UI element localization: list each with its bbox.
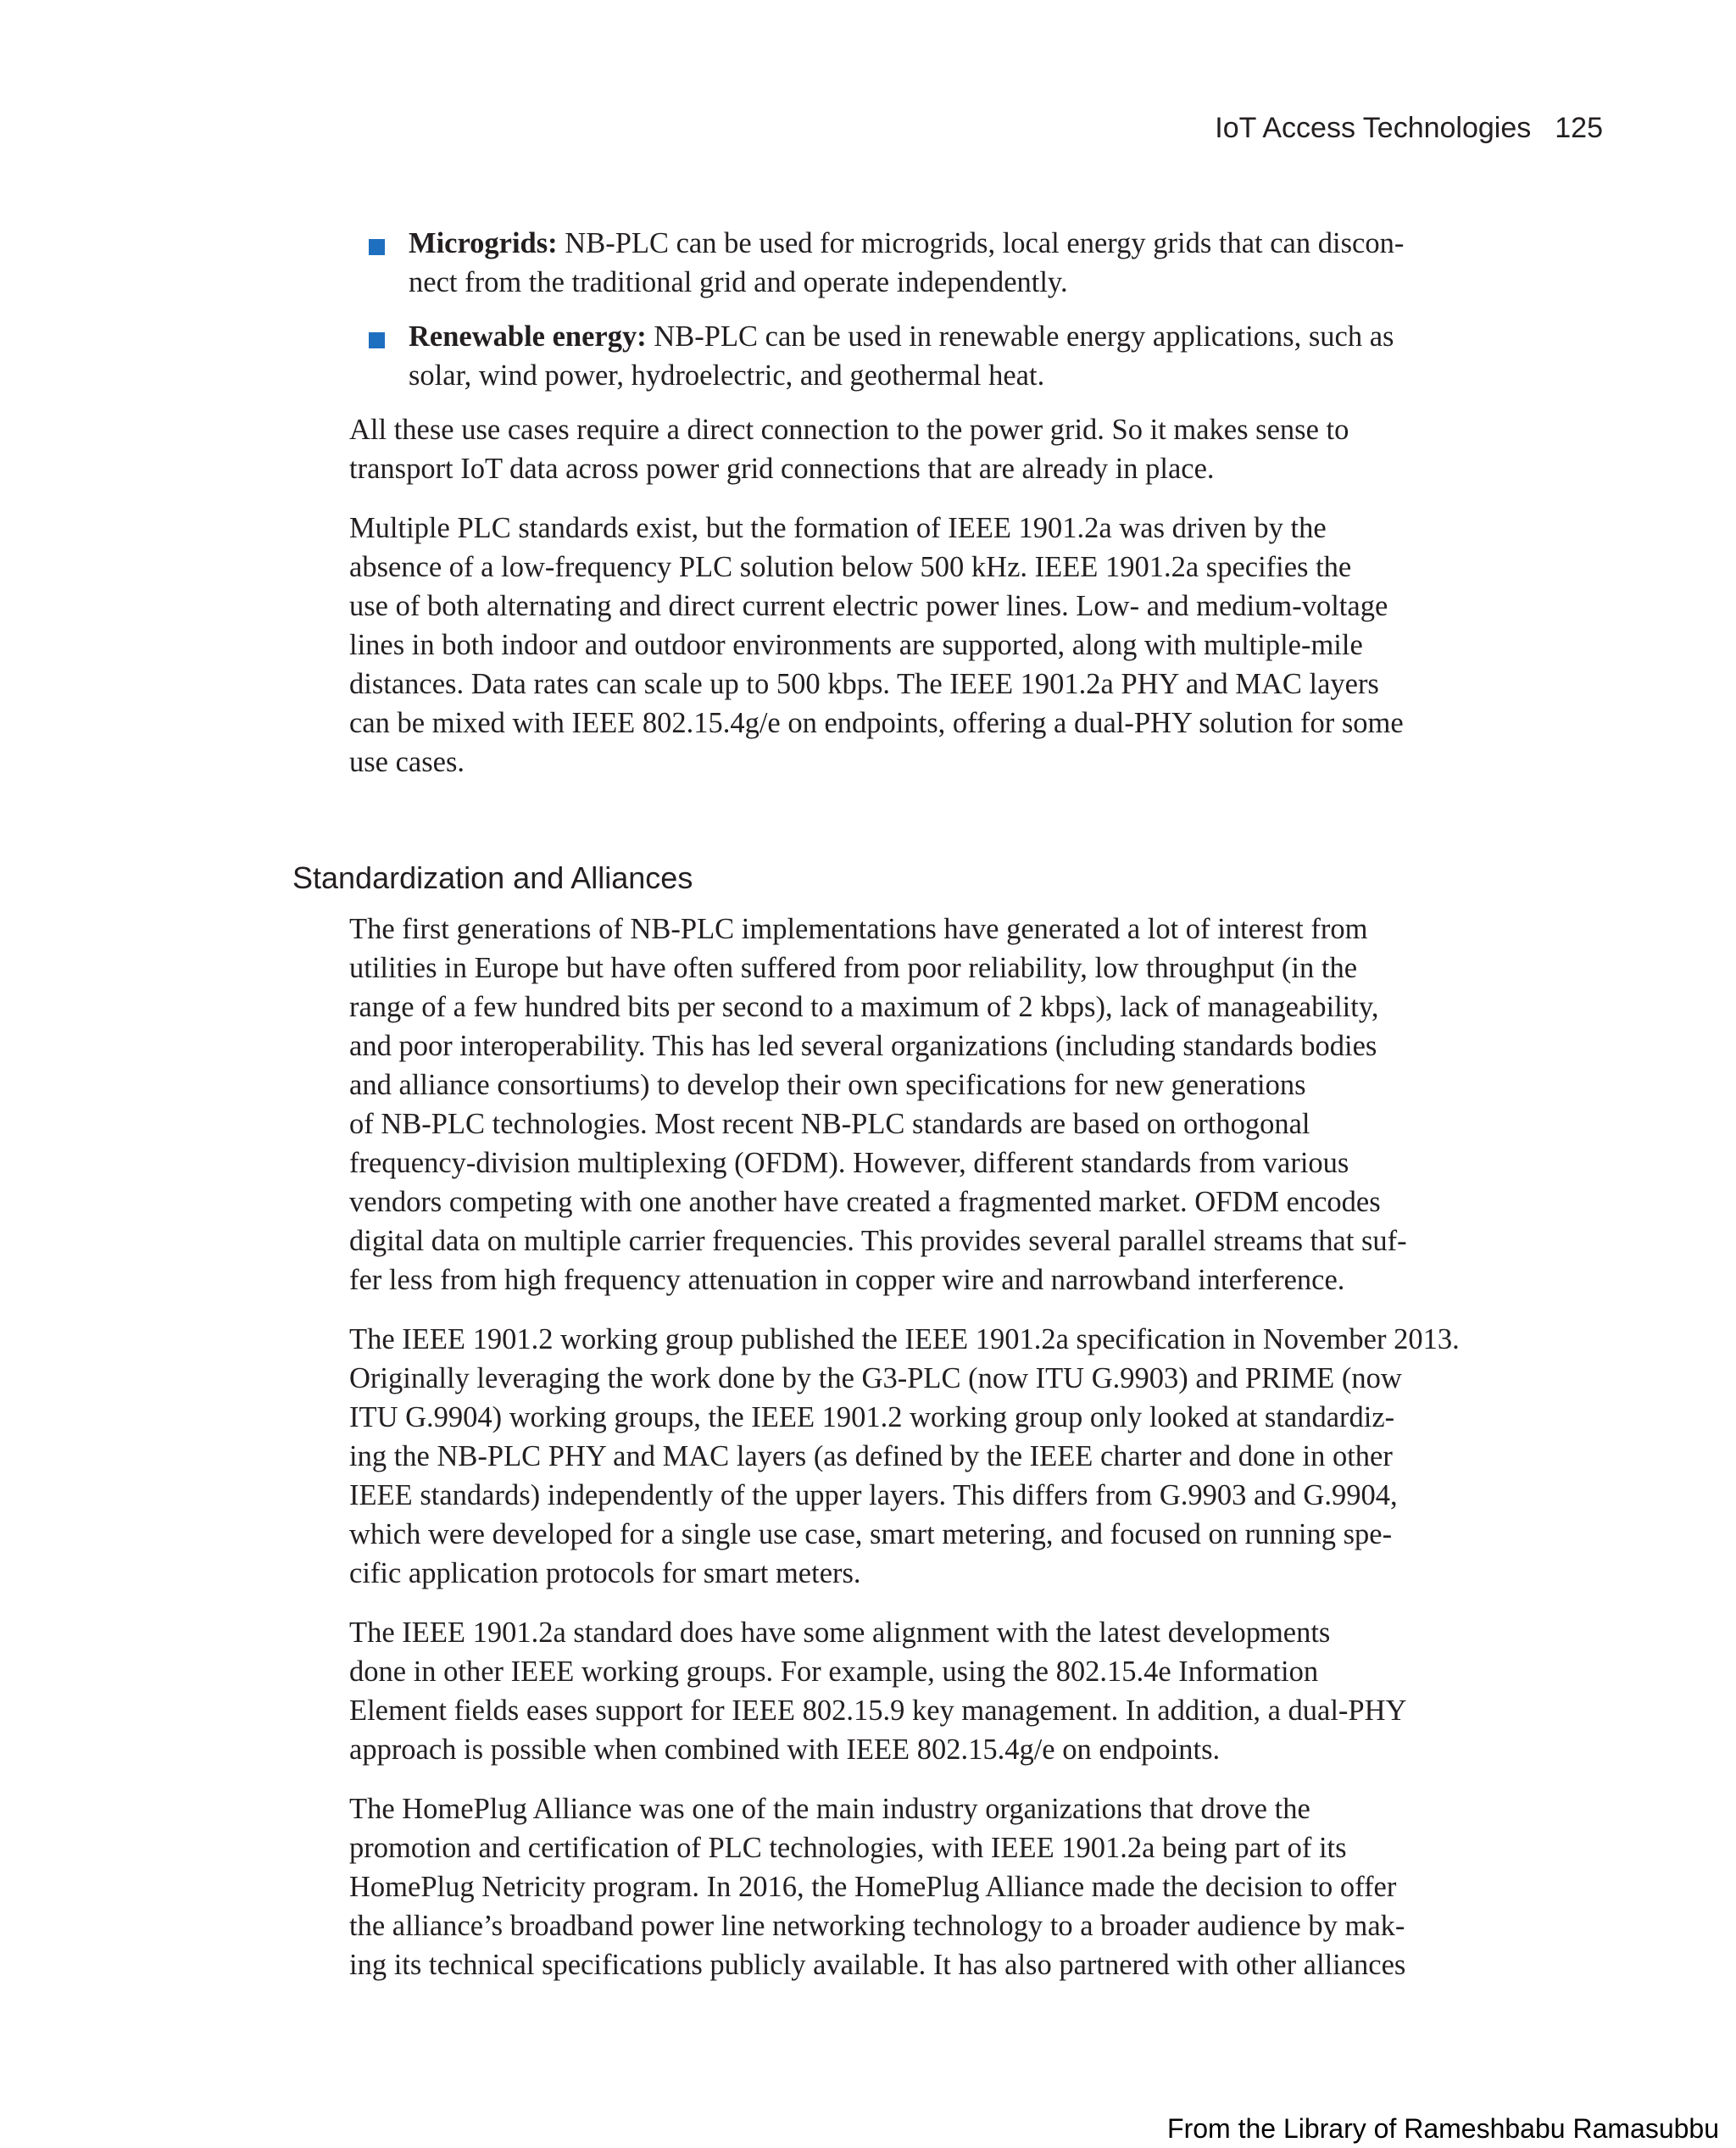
text-line: cific application protocols for smart meters. [349, 1557, 861, 1589]
library-footer: From the Library of Rameshbabu Ramasubbu [1167, 2113, 1719, 2144]
bullet-text-line: solar, wind power, hydroelectric, and geothermal heat. [409, 359, 1045, 392]
text-line: promotion and certification of PLC technologies, with IEEE 1901.2a being part of its [349, 1832, 1347, 1864]
text-line: ITU G.9904) working groups, the IEEE 1901.2 working group only looked at standardiz- [349, 1401, 1395, 1433]
text-line: range of a few hundred bits per second to a maximum of 2 kbps), lack of manageability, [349, 991, 1379, 1023]
text-line: use cases. [349, 746, 465, 778]
text-line: ing the NB-PLC PHY and MAC layers (as defined by the IEEE charter and done in other [349, 1440, 1393, 1472]
text-line: done in other IEEE working groups. For example, using the 802.15.4e Information [349, 1656, 1319, 1688]
text-line: All these use cases require a direct connection to the power grid. So it makes sense to [349, 414, 1349, 446]
text-line: HomePlug Netricity program. In 2016, the HomePlug Alliance made the decision to offer [349, 1871, 1397, 1903]
text-line: The first generations of NB-PLC implementations have generated a lot of interest from [349, 913, 1368, 945]
bullet-microgrids [349, 224, 1494, 302]
text-line: Element fields eases support for IEEE 802.15.9 key management. In addition, a dual-PHY [349, 1694, 1407, 1727]
paragraph-homeplug [349, 1789, 1494, 1984]
text-line: The IEEE 1901.2 working group published the IEEE 1901.2a specification in November 2013. [349, 1323, 1460, 1355]
text-line: utilities in Europe but have often suffered from poor reliability, low throughput (in the [349, 952, 1358, 984]
body-upper [349, 224, 1494, 802]
paragraph-use-cases [349, 410, 1494, 488]
text-line: absence of a low-frequency PLC solution below 500 kHz. IEEE 1901.2a specifies the [349, 551, 1352, 583]
text-line: the alliance’s broadband power line networking technology to a broader audience by mak- [349, 1910, 1405, 1942]
text-line: The HomePlug Alliance was one of the main industry organizations that drove the [349, 1793, 1310, 1825]
text-line: can be mixed with IEEE 802.15.4g/e on endpoints, offering a dual-PHY solution for some [349, 707, 1404, 739]
bullet-text-line: NB-PLC can be used in renewable energy applications, such as [646, 320, 1394, 353]
text-line: IEEE standards) independently of the upper layers. This differs from G.9903 and G.9904, [349, 1479, 1398, 1511]
bullet-term: Microgrids: [409, 227, 558, 259]
text-line: transport IoT data across power grid connections that are already in place. [349, 453, 1215, 485]
text-line: fer less from high frequency attenuation in copper wire and narrowband interference. [349, 1264, 1345, 1296]
text-line: of NB-PLC technologies. Most recent NB-PLC standards are based on orthogonal [349, 1108, 1310, 1140]
paragraph-plc-standards [349, 509, 1494, 782]
paragraph-ieee-working-group [349, 1320, 1494, 1593]
running-title: IoT Access Technologies [1215, 112, 1532, 144]
paragraph-first-generations [349, 910, 1494, 1299]
text-line: distances. Data rates can scale up to 500 kbps. The IEEE 1901.2a PHY and MAC layers [349, 668, 1379, 700]
text-line: which were developed for a single use case, smart metering, and focused on running spe- [349, 1518, 1393, 1550]
bullet-renewable-energy [349, 317, 1494, 395]
bullet-text-line: nect from the traditional grid and operate independently. [409, 266, 1068, 298]
bullet-list [349, 224, 1494, 395]
bullet-square-icon [369, 239, 385, 255]
running-head [1215, 112, 1603, 145]
text-line: Originally leveraging the work done by the G3-PLC (now ITU G.9903) and PRIME (now [349, 1362, 1402, 1394]
text-line: digital data on multiple carrier frequencies. This provides several parallel streams that suf- [349, 1225, 1407, 1257]
text-line: The IEEE 1901.2a standard does have some alignment with the latest developments [349, 1617, 1331, 1649]
paragraph-alignment [349, 1613, 1494, 1769]
text-line: approach is possible when combined with IEEE 802.15.4g/e on endpoints. [349, 1733, 1221, 1766]
bullet-term: Renewable energy: [409, 320, 647, 353]
page-number: 125 [1555, 112, 1603, 144]
bullet-square-icon [369, 332, 385, 348]
text-line: lines in both indoor and outdoor environments are supported, along with multiple-mile [349, 629, 1363, 661]
section-heading: Standardization and Alliances [292, 860, 693, 895]
text-line: vendors competing with one another have created a fragmented market. OFDM encodes [349, 1186, 1381, 1218]
text-line: ing its technical specifications publicly available. It has also partnered with other alliances [349, 1949, 1406, 1981]
bullet-text-line: NB-PLC can be used for microgrids, local energy grids that can discon- [557, 227, 1405, 259]
text-line: and poor interoperability. This has led several organizations (including standards bodies [349, 1030, 1377, 1062]
text-line: use of both alternating and direct current electric power lines. Low- and medium-voltage [349, 590, 1388, 622]
body-lower [349, 910, 1494, 2005]
text-line: Multiple PLC standards exist, but the formation of IEEE 1901.2a was driven by the [349, 512, 1327, 544]
text-line: frequency-division multiplexing (OFDM). However, different standards from various [349, 1147, 1349, 1179]
text-line: and alliance consortiums) to develop their own specifications for new generations [349, 1069, 1306, 1101]
